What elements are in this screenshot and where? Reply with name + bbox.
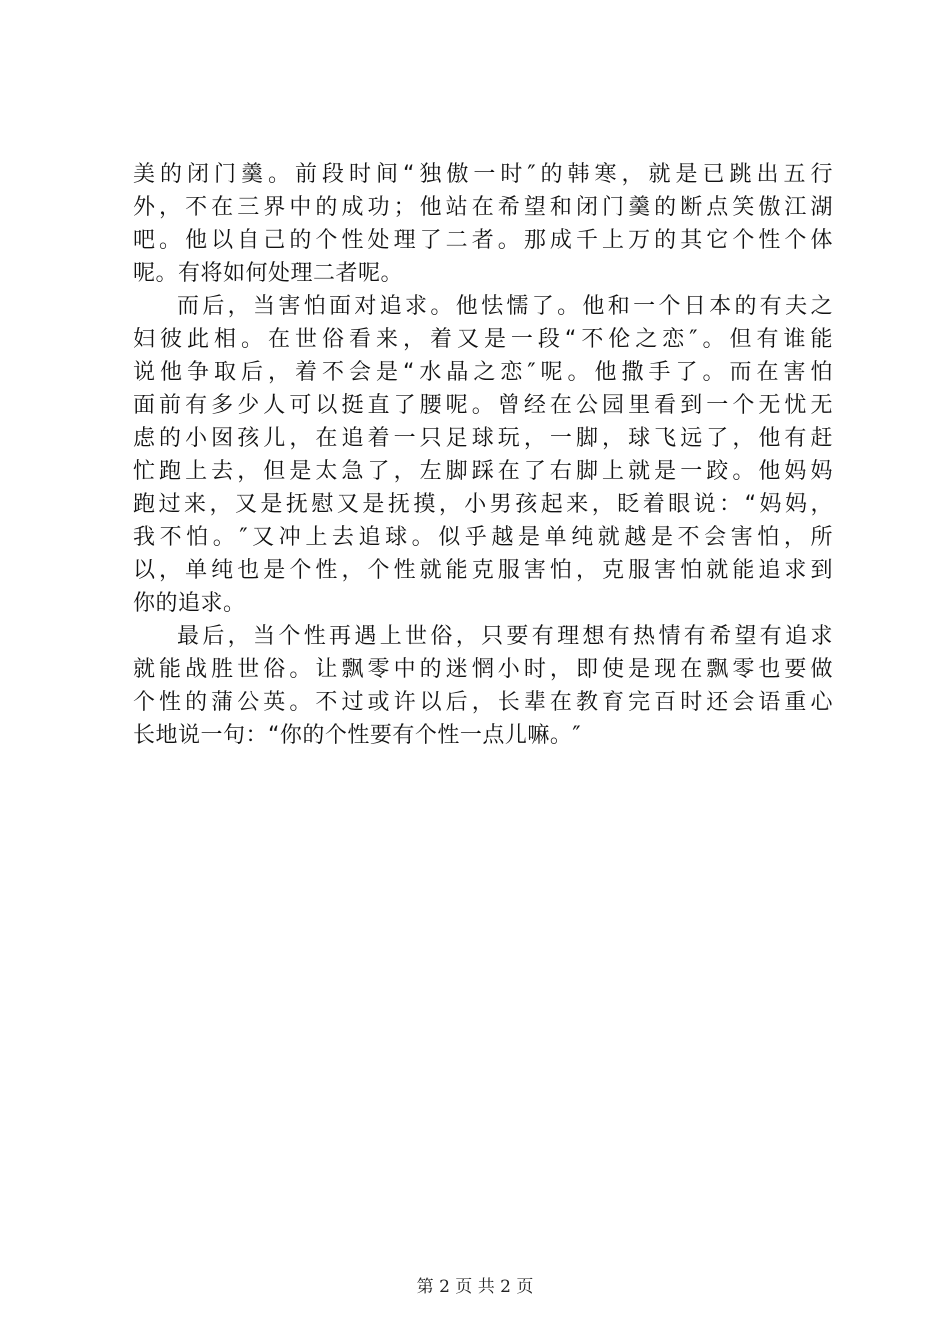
text-line: 面前有多少人可以挺直了腰呢。曾经在公园里看到一个无忧无 [133,393,833,418]
text-line: 就能战胜世俗。让飘零中的迷惘小时，即使是现在飘零也要做 [133,657,833,682]
text-line: 呢。有将如何处理二者呢。 [133,261,404,286]
text-line: 虑的小囡孩儿，在追着一只足球玩，一脚，球飞远了，他有赶 [133,426,833,451]
text-line: 跑过来，又是抚慰又是抚摸，小男孩起来，眨着眼说：“妈妈， [133,492,833,517]
text-line: 吧。他以自己的个性处理了二者。那成千上万的其它个性个体 [133,228,833,253]
text-line: 长地说一句：“你的个性要有个性一点儿嘛。″ [133,723,582,748]
paragraph-start-line: 最后，当个性再遇上世俗，只要有理想有热情有希望有追求 [177,624,833,649]
text-line: 忙跑上去，但是太急了，左脚踩在了右脚上就是一跤。他妈妈 [133,459,833,484]
paragraph-start-line: 而后，当害怕面对追求。他怯懦了。他和一个日本的有夫之 [177,294,833,319]
text-line: 个性的蒲公英。不过或许以后，长辈在教育完百时还会语重心 [133,690,833,715]
text-line: 美的闭门羹。前段时间“独傲一时″的韩寒，就是已跳出五行 [133,162,833,187]
text-line: 妇彼此相。在世俗看来，着又是一段“不伦之恋″。但有谁能 [133,327,833,352]
text-line: 以，单纯也是个性，个性就能克服害怕，克服害怕就能追求到 [133,558,833,583]
text-line: 说他争取后，着不会是“水晶之恋″呢。他撒手了。而在害怕 [133,360,833,385]
document-body [133,158,833,752]
page-number-footer: 第 2 页 共 2 页 [416,1277,534,1297]
text-line: 你的追求。 [133,591,246,616]
text-line: 我不怕。″又冲上去追球。似乎越是单纯就越是不会害怕，所 [133,525,833,550]
text-line: 外，不在三界中的成功；他站在希望和闭门羹的断点笑傲江湖 [133,195,833,220]
